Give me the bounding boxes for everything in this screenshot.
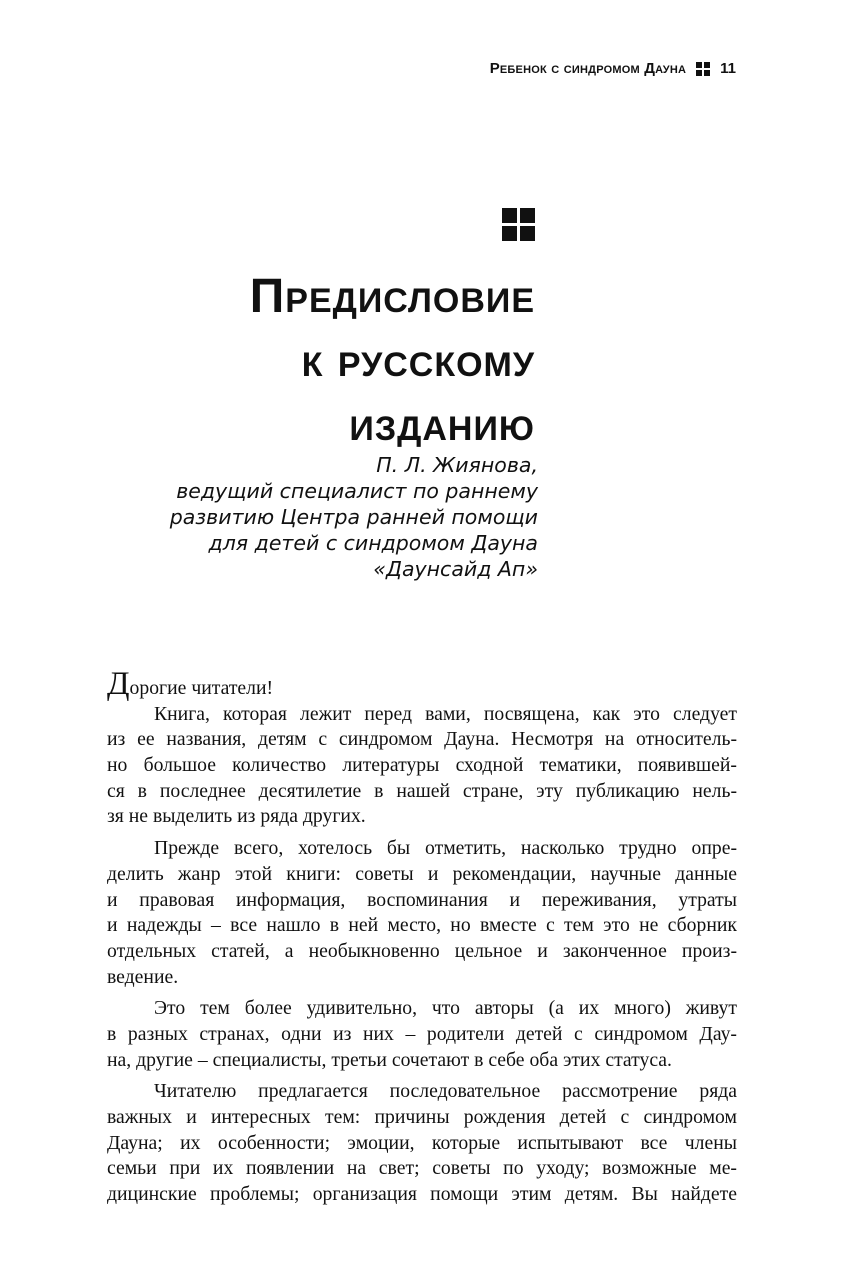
chapter-title-line: к русскому: [301, 334, 535, 387]
running-head-title: Ребенок с синдромом Дауна: [489, 60, 687, 77]
text-line: из ее названия, детям с синдромом Дауна. Несмотря на относитель-: [107, 728, 737, 751]
greeting-text: орогие читатели!: [129, 677, 274, 699]
body-text: [107, 666, 737, 1208]
text-line: ся в последнее десятилетие в нашей стране, эту публикацию нель-: [107, 779, 737, 802]
byline-line: для детей с синдромом Дауна: [208, 531, 538, 555]
text-line: дицинские проблемы; организация помощи этим детям. Вы найдете: [107, 1183, 737, 1206]
page-number: 11: [720, 60, 736, 77]
text-line: Дауна; их особенности; эмоции, которые испытывают все члены: [107, 1131, 737, 1154]
text-line: зя не выделить из ряда других.: [107, 805, 366, 828]
text-line: Читателю предлагается последовательное рассмотрение ряда: [154, 1080, 737, 1103]
paragraph: [107, 836, 737, 990]
four-squares-icon: [502, 208, 535, 241]
text-line: на, другие – специалисты, третьи сочетают в себе оба этих статуса.: [107, 1048, 672, 1071]
author-byline: [38, 452, 538, 582]
chapter-title-line: Предисловие: [249, 270, 535, 323]
chapter-title: [35, 265, 535, 457]
text-line: но большое количество литературы сходной тематики, появившей-: [107, 754, 737, 777]
text-line: отдельных статей, а необыкновенно цельное и законченное произ-: [107, 939, 737, 962]
four-squares-icon: [696, 62, 710, 76]
byline-line: ведущий специалист по раннему: [176, 479, 538, 503]
text-line: Книга, которая лежит перед вами, посвящена, как это следует: [154, 702, 737, 725]
text-line: Прежде всего, хотелось бы отметить, насколько трудно опре-: [154, 837, 737, 860]
paragraph: [107, 1079, 737, 1207]
text-line: Это тем более удивительно, что авторы (а их много) живут: [154, 997, 737, 1020]
paragraph: [107, 702, 737, 830]
byline-line: развитию Центра ранней помощи: [169, 505, 538, 529]
text-line: и надежды – все нашло в ней место, но вместе с тем это не сборник: [107, 914, 737, 937]
byline-line: «Даунсайд Ап»: [373, 557, 538, 581]
greeting: [107, 666, 737, 702]
text-line: семьи при их появлении на свет; советы по уходу; возможные ме-: [107, 1157, 737, 1180]
chapter-title-line: изданию: [349, 398, 535, 451]
running-head: [490, 60, 736, 77]
text-line: и правовая информация, воспоминания и переживания, утраты: [107, 888, 737, 911]
text-line: в разных странах, одни из них – родители детей с синдромом Дау-: [107, 1022, 737, 1045]
text-line: ведение.: [107, 965, 179, 988]
text-line: важных и интересных тем: причины рождения детей с синдромом: [107, 1106, 737, 1129]
drop-cap: Д: [107, 666, 130, 702]
chapter-mark: [502, 208, 535, 241]
paragraph: [107, 996, 737, 1073]
text-line: делить жанр этой книги: советы и рекомендации, научные данные: [107, 862, 737, 885]
byline-line: П. Л. Жиянова,: [376, 453, 538, 477]
